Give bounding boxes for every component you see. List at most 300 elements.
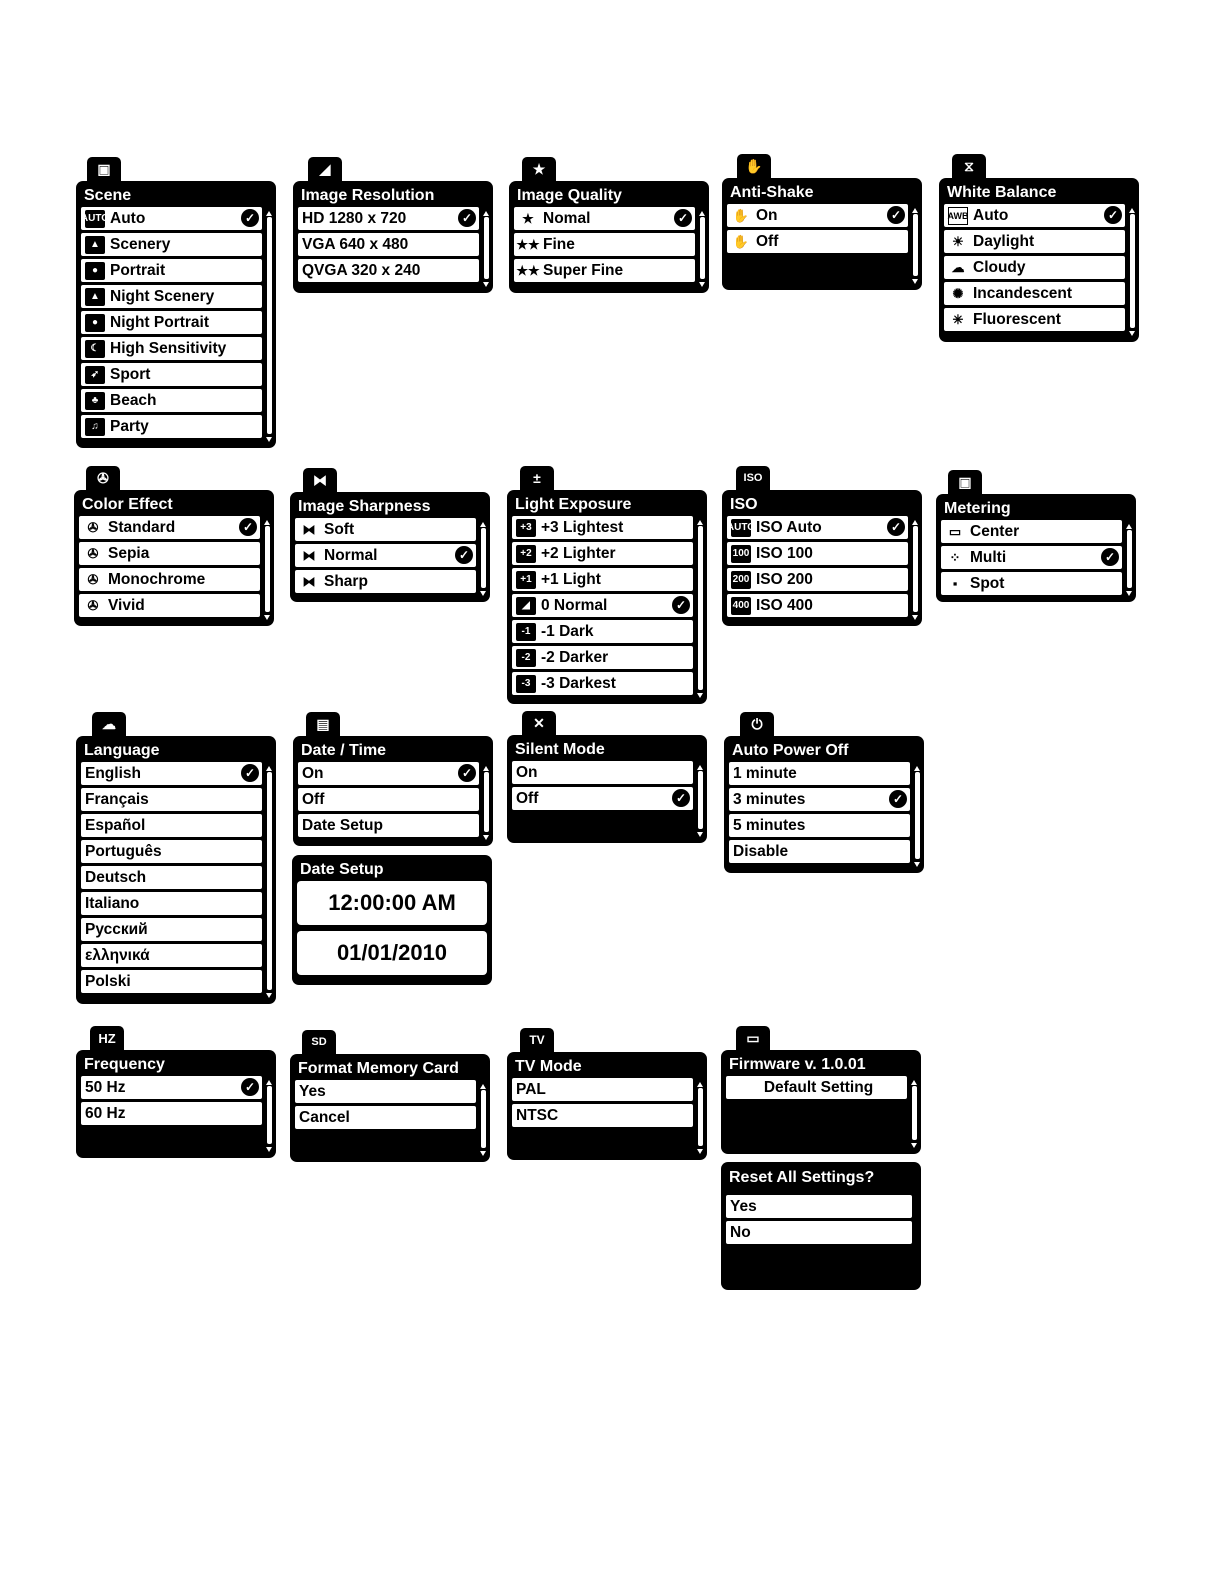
- checkmark-icon: ✓: [455, 546, 473, 564]
- scroll-track[interactable]: [265, 526, 270, 612]
- quality-option-icon: ★: [522, 210, 534, 226]
- option-label: ISO 400: [756, 596, 813, 614]
- option-label: ISO 200: [756, 570, 813, 588]
- scroll-down-arrow-icon[interactable]: [912, 279, 918, 284]
- scrollbar[interactable]: [697, 765, 704, 835]
- scroll-track[interactable]: [267, 1086, 272, 1144]
- exposure-option[interactable]: [512, 542, 693, 565]
- checkmark-icon: ✓: [1104, 206, 1122, 224]
- scene-option-icon: ♫: [85, 418, 105, 436]
- menu-title: Image Sharpness: [298, 498, 431, 515]
- format-option[interactable]: [295, 1106, 476, 1129]
- scene-option[interactable]: [81, 415, 262, 438]
- scroll-down-arrow-icon[interactable]: [266, 1147, 272, 1152]
- iso-option[interactable]: [727, 568, 908, 591]
- scroll-track[interactable]: [698, 771, 703, 829]
- frequency-tab-icon[interactable]: HZ: [90, 1026, 124, 1050]
- option-label: Fluorescent: [973, 310, 1061, 328]
- menu-title: Light Exposure: [515, 496, 632, 513]
- firmware-option[interactable]: [726, 1076, 907, 1099]
- date-setup-dialog: [292, 855, 492, 985]
- option-label: Português: [85, 842, 162, 860]
- scrollbar[interactable]: [266, 1080, 273, 1150]
- option-label: 50 Hz: [85, 1078, 126, 1096]
- autopower-option[interactable]: [729, 788, 910, 811]
- coloreffect-option-icon: ✇: [87, 571, 99, 587]
- checkmark-icon: ✓: [889, 790, 907, 808]
- silent-mode-menu: [507, 735, 707, 843]
- scroll-up-arrow-icon[interactable]: [480, 522, 486, 527]
- scroll-down-arrow-icon[interactable]: [697, 1149, 703, 1154]
- whitebalance-option[interactable]: [944, 230, 1125, 253]
- scroll-down-arrow-icon[interactable]: [480, 591, 486, 596]
- metering-tab-icon[interactable]: ▣: [948, 470, 982, 494]
- language-menu: [76, 736, 276, 1004]
- checkmark-icon: ✓: [458, 764, 476, 782]
- scroll-up-arrow-icon[interactable]: [911, 1080, 917, 1085]
- scroll-up-arrow-icon[interactable]: [697, 520, 703, 525]
- scroll-down-arrow-icon[interactable]: [697, 693, 703, 698]
- scroll-track[interactable]: [913, 214, 918, 276]
- date-value[interactable]: 01/01/2010: [336, 940, 448, 965]
- antishake-tab-icon[interactable]: ✋: [737, 154, 771, 178]
- checkmark-icon: ✓: [458, 209, 476, 227]
- scene-option[interactable]: [81, 207, 262, 230]
- option-label: 60 Hz: [85, 1104, 126, 1122]
- iso-menu: [722, 490, 922, 626]
- frequency-option[interactable]: [81, 1076, 262, 1099]
- coloreffect-option[interactable]: [79, 594, 260, 617]
- metering-option-icon: ▭: [948, 523, 962, 539]
- option-label: Sport: [110, 365, 151, 383]
- scene-option-icon: ●: [85, 314, 105, 332]
- option-label: ελληνικά: [85, 946, 150, 964]
- scene-option[interactable]: [81, 311, 262, 334]
- menu-title: Image Resolution: [301, 187, 435, 204]
- option-label: Disable: [733, 842, 789, 860]
- menu-title: Date / Time: [301, 742, 387, 759]
- scrollbar[interactable]: [911, 1080, 918, 1146]
- scroll-up-arrow-icon[interactable]: [914, 766, 920, 771]
- firmware-menu: [721, 1050, 921, 1154]
- reset-option[interactable]: [726, 1221, 912, 1244]
- scrollbar[interactable]: [266, 211, 273, 440]
- scroll-up-arrow-icon[interactable]: [266, 1080, 272, 1085]
- resolution-option[interactable]: [298, 207, 479, 230]
- iso-option-icon: 400: [731, 597, 751, 615]
- option-label: 3 minutes: [733, 790, 806, 808]
- scrollbar[interactable]: [1126, 524, 1133, 594]
- exposure-tab-icon[interactable]: ±: [520, 466, 554, 490]
- option-label: 1 minute: [733, 764, 797, 782]
- iso-tab-icon[interactable]: ISO: [736, 466, 770, 490]
- scroll-down-arrow-icon[interactable]: [264, 615, 270, 620]
- image-resolution-menu: [293, 181, 493, 293]
- sharpness-option-icon: ⧓: [302, 573, 316, 589]
- antishake-option-icon: ✋: [732, 233, 750, 249]
- quality-option[interactable]: [514, 207, 695, 230]
- quality-tab-icon[interactable]: ★: [522, 157, 556, 181]
- iso-option[interactable]: [727, 516, 908, 539]
- language-option[interactable]: [81, 840, 262, 863]
- metering-option[interactable]: [941, 572, 1122, 595]
- exposure-option-icon: -3: [516, 675, 536, 693]
- sharpness-tab-icon[interactable]: ⧓: [303, 468, 337, 492]
- language-option[interactable]: [81, 788, 262, 811]
- menu-title: Anti-Shake: [730, 184, 814, 201]
- checkmark-icon: ✓: [241, 1078, 259, 1096]
- image-sharpness-menu: [290, 492, 490, 602]
- option-label: ISO 100: [756, 544, 813, 562]
- exposure-option-icon: -1: [516, 623, 536, 641]
- language-option[interactable]: [81, 814, 262, 837]
- scrollbar[interactable]: [266, 766, 273, 996]
- exposure-option-icon: +3: [516, 519, 536, 537]
- menu-title: Reset All Settings?: [729, 1169, 875, 1186]
- option-label: -2 Darker: [541, 648, 609, 666]
- sharpness-option[interactable]: [295, 544, 476, 567]
- silent-mode-tab-icon[interactable]: ✕: [522, 711, 556, 735]
- iso-option-icon: 100: [731, 545, 751, 563]
- option-label: Polski: [85, 972, 131, 990]
- menu-title: Format Memory Card: [298, 1060, 459, 1077]
- coloreffect-option-icon: ✇: [87, 545, 99, 561]
- datetime-option[interactable]: [298, 762, 479, 785]
- whitebalance-option-icon: ✳: [952, 311, 964, 327]
- checkmark-icon: ✓: [887, 206, 905, 224]
- whitebalance-option-icon: AWB: [948, 207, 968, 225]
- exposure-option[interactable]: [512, 568, 693, 591]
- antishake-option-icon: ✋: [732, 207, 750, 223]
- option-label: High Sensitivity: [110, 339, 227, 357]
- exposure-option[interactable]: [512, 594, 693, 617]
- scroll-track[interactable]: [267, 217, 272, 434]
- language-option[interactable]: [81, 918, 262, 941]
- scene-option-icon: ▲: [85, 288, 105, 306]
- scene-option[interactable]: [81, 363, 262, 386]
- option-label: +3 Lightest: [541, 518, 624, 536]
- format-memory-card-menu: [290, 1054, 490, 1162]
- scroll-track[interactable]: [267, 772, 272, 990]
- option-label: Date Setup: [302, 816, 383, 834]
- whitebalance-option[interactable]: [944, 256, 1125, 279]
- white-balance-tab-icon[interactable]: ⧖: [952, 154, 986, 178]
- option-label: +2 Lighter: [541, 544, 616, 562]
- scroll-down-arrow-icon[interactable]: [480, 1151, 486, 1156]
- option-label: Русский: [85, 920, 148, 938]
- quality-option[interactable]: [514, 259, 695, 282]
- option-label: Español: [85, 816, 146, 834]
- reset-option[interactable]: [726, 1195, 912, 1218]
- scroll-down-arrow-icon[interactable]: [912, 615, 918, 620]
- language-option[interactable]: [81, 866, 262, 889]
- option-label: -3 Darkest: [541, 674, 616, 692]
- scene-option[interactable]: [81, 285, 262, 308]
- coloreffect-option-icon: ✇: [87, 597, 99, 613]
- option-label: Scenery: [110, 235, 171, 253]
- time-value[interactable]: 12:00:00 AM: [328, 890, 456, 915]
- format-option[interactable]: [295, 1080, 476, 1103]
- option-label: English: [85, 764, 141, 782]
- scroll-down-arrow-icon[interactable]: [483, 835, 489, 840]
- option-label: Party: [110, 417, 149, 435]
- option-label: Daylight: [973, 232, 1035, 250]
- scroll-down-arrow-icon[interactable]: [266, 437, 272, 442]
- option-label: Standard: [108, 518, 176, 536]
- option-label: Soft: [324, 520, 355, 538]
- scrollbar[interactable]: [1129, 208, 1136, 334]
- option-label: 0 Normal: [541, 596, 608, 614]
- menu-title: Firmware v. 1.0.01: [729, 1056, 866, 1073]
- option-label: Fine: [543, 235, 575, 253]
- coloreffect-option[interactable]: [79, 568, 260, 591]
- scrollbar[interactable]: [912, 208, 919, 282]
- language-option[interactable]: [81, 892, 262, 915]
- frequency-option[interactable]: [81, 1102, 262, 1125]
- autopower-option[interactable]: [729, 840, 910, 863]
- menu-title: ISO: [730, 496, 758, 513]
- tv-mode-tab-icon[interactable]: TV: [520, 1028, 554, 1052]
- option-label: Vivid: [108, 596, 145, 614]
- color-effect-tab-icon[interactable]: ✇: [86, 466, 120, 490]
- option-label: Monochrome: [108, 570, 206, 588]
- antishake-option[interactable]: [727, 230, 908, 253]
- scene-option-icon: ☾: [85, 340, 105, 358]
- scene-option[interactable]: [81, 389, 262, 412]
- scene-option-icon: ▲: [85, 236, 105, 254]
- whitebalance-option-icon: ☀: [952, 233, 964, 249]
- scroll-track[interactable]: [913, 526, 918, 612]
- scrollbar[interactable]: [483, 211, 490, 285]
- checkmark-icon: ✓: [672, 596, 690, 614]
- scroll-track[interactable]: [481, 1090, 486, 1148]
- tv-mode-menu: [507, 1052, 707, 1160]
- quality-option-icon: ★★: [516, 236, 540, 252]
- scroll-track[interactable]: [912, 1086, 917, 1140]
- menu-title: Date Setup: [300, 861, 384, 878]
- option-label: Auto: [110, 209, 146, 227]
- whitebalance-option-icon: ✺: [952, 285, 964, 301]
- metering-option[interactable]: [941, 546, 1122, 569]
- scroll-up-arrow-icon[interactable]: [912, 520, 918, 525]
- option-label: HD 1280 x 720: [302, 209, 407, 227]
- scroll-track[interactable]: [484, 217, 489, 279]
- language-tab-icon[interactable]: ☁: [92, 712, 126, 736]
- option-label: NTSC: [516, 1106, 559, 1124]
- menu-title: Language: [84, 742, 160, 759]
- exposure-option-icon: ◢: [516, 597, 536, 615]
- scroll-down-arrow-icon[interactable]: [1126, 591, 1132, 596]
- whitebalance-option[interactable]: [944, 204, 1125, 227]
- option-label: Cloudy: [973, 258, 1026, 276]
- date-setter[interactable]: [297, 931, 487, 975]
- autopower-option[interactable]: [729, 762, 910, 785]
- autopower-option[interactable]: [729, 814, 910, 837]
- scroll-down-arrow-icon[interactable]: [483, 282, 489, 287]
- silent-option[interactable]: [512, 787, 693, 810]
- option-label: Off: [516, 789, 539, 807]
- metering-option-icon: ▪: [952, 576, 958, 591]
- menu-title: Color Effect: [82, 496, 173, 513]
- option-label: Sepia: [108, 544, 150, 562]
- scroll-up-arrow-icon[interactable]: [483, 766, 489, 771]
- language-option[interactable]: [81, 944, 262, 967]
- scroll-down-arrow-icon[interactable]: [914, 862, 920, 867]
- scroll-up-arrow-icon[interactable]: [912, 208, 918, 213]
- iso-option[interactable]: [727, 594, 908, 617]
- scene-option-icon: ●: [85, 262, 105, 280]
- exposure-option[interactable]: [512, 646, 693, 669]
- scrollbar[interactable]: [264, 520, 271, 618]
- scroll-down-arrow-icon[interactable]: [1129, 331, 1135, 336]
- iso-option-icon: 200: [731, 571, 751, 589]
- option-label: Deutsch: [85, 868, 147, 886]
- option-label: ISO Auto: [756, 518, 822, 536]
- whitebalance-option[interactable]: [944, 282, 1125, 305]
- option-label: No: [730, 1223, 751, 1241]
- scroll-up-arrow-icon[interactable]: [483, 211, 489, 216]
- option-label: PAL: [516, 1080, 546, 1098]
- color-effect-menu: [74, 490, 274, 626]
- exposure-option[interactable]: [512, 620, 693, 643]
- scene-menu: [76, 181, 276, 448]
- scene-option-icon: ♣: [85, 392, 105, 410]
- scroll-down-arrow-icon[interactable]: [699, 282, 705, 287]
- resolution-option[interactable]: [298, 259, 479, 282]
- option-label: Spot: [970, 574, 1005, 592]
- option-label: Normal: [324, 546, 378, 564]
- auto-power-off-tab-icon[interactable]: ⏻: [740, 712, 774, 736]
- scroll-up-arrow-icon[interactable]: [699, 211, 705, 216]
- auto-power-off-menu: [724, 736, 924, 873]
- scene-option[interactable]: [81, 259, 262, 282]
- scrollbar[interactable]: [912, 520, 919, 618]
- checkmark-icon: ✓: [1101, 548, 1119, 566]
- scroll-up-arrow-icon[interactable]: [266, 766, 272, 771]
- menu-title: White Balance: [947, 184, 1057, 201]
- language-option[interactable]: [81, 762, 262, 785]
- sharpness-option-icon: ⧓: [302, 547, 316, 563]
- quality-option[interactable]: [514, 233, 695, 256]
- checkmark-icon: ✓: [887, 518, 905, 536]
- tvmode-option[interactable]: [512, 1078, 693, 1101]
- firmware-tab-icon[interactable]: ▭: [736, 1026, 770, 1050]
- scene-tab-icon[interactable]: ▣: [87, 157, 121, 181]
- option-label: On: [516, 763, 538, 781]
- sharpness-option[interactable]: [295, 518, 476, 541]
- antishake-option[interactable]: [727, 204, 908, 227]
- scene-option[interactable]: [81, 233, 262, 256]
- checkmark-icon: ✓: [239, 518, 257, 536]
- scrollbar[interactable]: [480, 522, 487, 594]
- scroll-track[interactable]: [915, 772, 920, 859]
- scroll-track[interactable]: [1127, 530, 1132, 588]
- sharpness-option[interactable]: [295, 570, 476, 593]
- resolution-option[interactable]: [298, 233, 479, 256]
- option-label: Default Setting: [763, 1078, 874, 1096]
- scroll-up-arrow-icon[interactable]: [1129, 208, 1135, 213]
- whitebalance-option-icon: ☁: [951, 259, 965, 275]
- option-label: +1 Light: [541, 570, 601, 588]
- date-time-tab-icon[interactable]: ▤: [306, 712, 340, 736]
- scroll-down-arrow-icon[interactable]: [697, 832, 703, 837]
- menu-title: Scene: [84, 187, 132, 204]
- exposure-option[interactable]: [512, 672, 693, 695]
- scroll-up-arrow-icon[interactable]: [264, 520, 270, 525]
- iso-option[interactable]: [727, 542, 908, 565]
- whitebalance-option[interactable]: [944, 308, 1125, 331]
- scroll-track[interactable]: [700, 217, 705, 279]
- checkmark-icon: ✓: [674, 209, 692, 227]
- language-option[interactable]: [81, 970, 262, 993]
- scroll-track[interactable]: [698, 526, 703, 690]
- datetime-option[interactable]: [298, 788, 479, 811]
- anti-shake-menu: [722, 178, 922, 290]
- coloreffect-option[interactable]: [79, 516, 260, 539]
- menu-title: Image Quality: [517, 187, 622, 204]
- coloreffect-option[interactable]: [79, 542, 260, 565]
- scroll-track[interactable]: [481, 528, 486, 588]
- scroll-up-arrow-icon[interactable]: [480, 1084, 486, 1089]
- light-exposure-menu: [507, 490, 707, 704]
- scrollbar[interactable]: [480, 1084, 487, 1154]
- option-label: Off: [302, 790, 325, 808]
- scroll-down-arrow-icon[interactable]: [266, 993, 272, 998]
- checkmark-icon: ✓: [241, 764, 259, 782]
- datetime-option[interactable]: [298, 814, 479, 837]
- scrollbar[interactable]: [483, 766, 490, 838]
- sharpness-option-icon: ⧓: [302, 521, 316, 537]
- scroll-up-arrow-icon[interactable]: [1126, 524, 1132, 529]
- format-tab-icon[interactable]: SD: [302, 1030, 336, 1054]
- option-label: -1 Dark: [541, 622, 594, 640]
- scroll-track[interactable]: [1130, 214, 1135, 328]
- option-label: Center: [970, 522, 1020, 540]
- scene-option[interactable]: [81, 337, 262, 360]
- menu-title: Metering: [944, 500, 1011, 517]
- scroll-up-arrow-icon[interactable]: [697, 765, 703, 770]
- silent-option[interactable]: [512, 761, 693, 784]
- quality-option-icon: ★★: [516, 262, 540, 278]
- option-label: Yes: [299, 1082, 326, 1100]
- option-label: QVGA 320 x 240: [302, 261, 421, 279]
- option-label: VGA 640 x 480: [302, 235, 409, 253]
- scrollbar[interactable]: [699, 211, 706, 285]
- scroll-up-arrow-icon[interactable]: [697, 1082, 703, 1087]
- scrollbar[interactable]: [697, 1082, 704, 1152]
- image-quality-menu: [509, 181, 709, 293]
- exposure-option-icon: -2: [516, 649, 536, 667]
- option-label: Auto: [973, 206, 1009, 224]
- option-label: Français: [85, 790, 149, 808]
- metering-option[interactable]: [941, 520, 1122, 543]
- time-setter[interactable]: [297, 881, 487, 925]
- scroll-down-arrow-icon[interactable]: [911, 1143, 917, 1148]
- scroll-track[interactable]: [698, 1088, 703, 1146]
- scroll-up-arrow-icon[interactable]: [266, 211, 272, 216]
- exposure-option[interactable]: [512, 516, 693, 539]
- scroll-track[interactable]: [484, 772, 489, 832]
- option-label: Sharp: [324, 572, 368, 590]
- exposure-option-icon: +1: [516, 571, 536, 589]
- resolution-tab-icon[interactable]: ◢: [308, 157, 342, 181]
- scrollbar[interactable]: [697, 520, 704, 696]
- menu-title: Silent Mode: [515, 741, 605, 758]
- scene-option-icon: AUTO: [85, 210, 105, 228]
- option-label: Yes: [730, 1197, 757, 1215]
- scrollbar[interactable]: [914, 766, 921, 865]
- tvmode-option[interactable]: [512, 1104, 693, 1127]
